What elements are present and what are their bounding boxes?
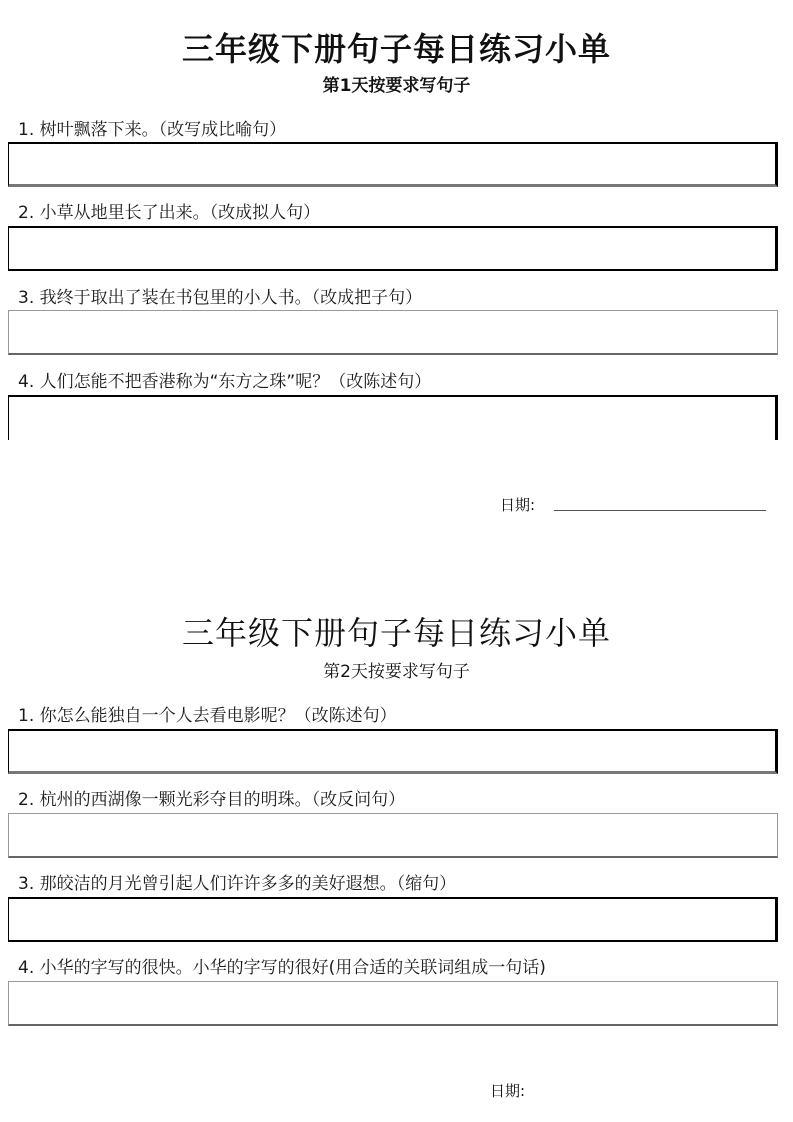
answer-box[interactable] xyxy=(8,813,778,858)
answer-box[interactable] xyxy=(8,981,778,1026)
worksheet-title: 三年级下册句子每日练习小单 xyxy=(181,614,611,652)
answer-box[interactable] xyxy=(8,395,778,440)
answer-box[interactable] xyxy=(8,310,778,355)
question-label: 4. 人们怎能不把香港称为“东方之珠”呢？（改陈述句） xyxy=(18,372,432,392)
question-label: 3. 那皎洁的月光曾引起人们许许多多的美好遐想。（缩句） xyxy=(18,874,457,894)
worksheet-title: 三年级下册句子每日练习小单 xyxy=(181,30,611,68)
question-label: 1. 树叶飘落下来。（改写成比喻句） xyxy=(18,120,287,140)
question-label: 1. 你怎么能独自一个人去看电影呢？（改陈述句） xyxy=(18,706,397,726)
date-label: 日期: xyxy=(500,496,536,514)
answer-box[interactable] xyxy=(8,226,778,271)
question-label: 4. 小华的字写的很快。小华的字写的很好(用合适的关联词组成一句话) xyxy=(18,958,546,978)
date-label: 日期: xyxy=(490,1082,526,1100)
worksheet-subtitle: 第2天按要求写句子 xyxy=(323,662,470,682)
question-label: 2. 杭州的西湖像一颗光彩夺目的明珠。（改反问句） xyxy=(18,790,406,810)
question-label: 2. 小草从地里长了出来。（改成拟人句） xyxy=(18,203,321,223)
question-label: 3. 我终于取出了装在书包里的小人书。（改成把子句） xyxy=(18,288,423,308)
answer-box[interactable] xyxy=(8,729,778,774)
answer-box[interactable] xyxy=(8,897,778,942)
answer-box[interactable] xyxy=(8,142,778,187)
date-input-line[interactable] xyxy=(554,510,766,511)
worksheet-subtitle: 第1天按要求写句子 xyxy=(322,76,471,96)
